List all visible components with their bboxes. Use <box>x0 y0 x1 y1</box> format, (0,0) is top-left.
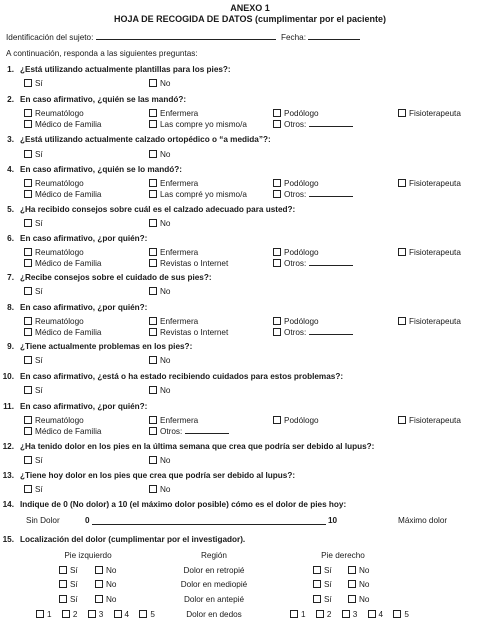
right-retropie-yes[interactable]: Sí <box>313 566 332 576</box>
region-antepie: Dolor en antepié <box>183 595 245 604</box>
right-toe-5[interactable]: 5 <box>393 610 409 619</box>
right-mediopie-yes[interactable]: Sí <box>313 580 332 590</box>
question-2: 2. En caso afirmativo, ¿quién se las mandó?: <box>7 95 187 104</box>
q7-no-option[interactable]: No <box>149 287 170 297</box>
q11-podologo-option[interactable]: Podólogo <box>273 416 319 426</box>
checkbox[interactable] <box>290 610 298 618</box>
q3-yes-option[interactable]: Sí <box>24 150 43 160</box>
q5-yes-option[interactable]: Sí <box>24 219 43 229</box>
q7-yes-option[interactable]: Sí <box>24 287 43 297</box>
checkbox[interactable] <box>24 219 32 227</box>
checkbox[interactable] <box>149 485 157 493</box>
checkbox[interactable] <box>273 120 281 128</box>
q9-yes-option[interactable]: Sí <box>24 356 43 366</box>
left-antepie-yes[interactable]: Sí <box>59 595 78 605</box>
q8-fisioterapeuta-option[interactable]: Fisioterapeuta <box>398 317 461 327</box>
left-antepie-no[interactable]: No <box>95 595 116 605</box>
date-field[interactable] <box>308 39 360 40</box>
annex-title: ANEXO 1 <box>230 3 270 13</box>
question-10: 10. En caso afirmativo, ¿está o ha estado recibiendo cuidados para estos problemas?: <box>2 372 344 381</box>
checkbox[interactable] <box>59 595 67 603</box>
checkbox[interactable] <box>398 416 406 424</box>
q4-podologo-option[interactable]: Podólogo <box>273 179 319 189</box>
subject-id-row <box>6 33 360 43</box>
q4-enfermera-option[interactable]: Enfermera <box>149 179 198 189</box>
q2-enfermera-option[interactable]: Enfermera <box>149 109 198 119</box>
checkbox[interactable] <box>24 356 32 364</box>
checkbox[interactable] <box>149 219 157 227</box>
question-5: 5. ¿Ha recibido consejos sobre cuál es el calzado adecuado para usted?: <box>7 205 296 214</box>
right-toes <box>290 610 409 620</box>
checkbox[interactable] <box>149 179 157 187</box>
q4-otros-option[interactable]: Otros: <box>273 190 353 200</box>
scale-max-label: Máximo dolor <box>398 516 448 525</box>
checkbox[interactable] <box>149 109 157 117</box>
checkbox[interactable] <box>149 120 157 128</box>
left-toe-2[interactable]: 2 <box>62 610 78 619</box>
checkbox[interactable] <box>114 610 122 618</box>
question-7: 7. ¿Recibe consejos sobre el cuidado de sus pies?: <box>7 273 212 282</box>
question-1: 1. ¿Está utilizando actualmente plantillas para los pies?: <box>7 65 231 74</box>
q6-reumatologo-option[interactable]: Reumatólogo <box>24 248 84 258</box>
q6-otros-option[interactable]: Otros: <box>273 259 353 269</box>
question-6: 6. En caso afirmativo, ¿por quién?: <box>7 234 148 243</box>
checkbox[interactable] <box>95 580 103 588</box>
q4-fisioterapeuta-option[interactable]: Fisioterapeuta <box>398 179 461 189</box>
checkbox[interactable] <box>149 356 157 364</box>
subject-id-field[interactable] <box>96 39 276 40</box>
q11-medico-option[interactable]: Médico de Familia <box>24 427 101 437</box>
checkbox[interactable] <box>36 610 44 618</box>
q8-enfermera-option[interactable]: Enfermera <box>149 317 198 327</box>
checkbox[interactable] <box>95 566 103 574</box>
q8-otros-field[interactable] <box>309 334 353 335</box>
checkbox[interactable] <box>59 580 67 588</box>
q5-no-option[interactable]: No <box>149 219 170 229</box>
q2-podologo-option[interactable]: Podólogo <box>273 109 319 119</box>
checkbox[interactable] <box>24 427 32 435</box>
checkbox[interactable] <box>149 317 157 325</box>
intro-text: A continuación, responda a las siguientes preguntas: <box>6 49 198 58</box>
checkbox[interactable] <box>273 328 281 336</box>
q1-no-option[interactable]: No <box>149 79 170 89</box>
right-retropie-no[interactable]: No <box>348 566 369 576</box>
checkbox[interactable] <box>149 190 157 198</box>
question-3: 3. ¿Está utilizando actualmente calzado ortopédico o “a medida”?: <box>7 135 271 144</box>
checkbox[interactable] <box>348 595 356 603</box>
q6-fisioterapeuta-option[interactable]: Fisioterapeuta <box>398 248 461 258</box>
checkbox[interactable] <box>24 190 32 198</box>
left-mediopie-yes[interactable]: Sí <box>59 580 78 590</box>
checkbox[interactable] <box>149 456 157 464</box>
checkbox[interactable] <box>149 150 157 158</box>
checkbox[interactable] <box>149 248 157 256</box>
right-toe-1[interactable]: 1 <box>290 610 306 619</box>
q8-otros-option[interactable]: Otros: <box>273 328 353 338</box>
q6-revistas-option[interactable]: Revistas o Internet <box>149 259 228 269</box>
checkbox[interactable] <box>273 190 281 198</box>
checkbox[interactable] <box>149 259 157 267</box>
right-toe-3[interactable]: 3 <box>342 610 358 619</box>
checkbox[interactable] <box>24 248 32 256</box>
question-13: 13. ¿Tiene hoy dolor en los pies que crea que podría ser debido al lupus?: <box>2 471 296 480</box>
subject-id-label: Identificación del sujeto: <box>6 33 94 42</box>
left-retropie-no[interactable]: No <box>95 566 116 576</box>
checkbox[interactable] <box>149 328 157 336</box>
checkbox[interactable] <box>398 317 406 325</box>
checkbox[interactable] <box>273 248 281 256</box>
checkbox[interactable] <box>313 566 321 574</box>
checkbox[interactable] <box>342 610 350 618</box>
q10-yes-option[interactable]: Sí <box>24 386 43 396</box>
checkbox[interactable] <box>24 485 32 493</box>
left-toes <box>36 610 155 620</box>
checkbox[interactable] <box>368 610 376 618</box>
col-left-foot: Pie izquierdo <box>64 551 112 560</box>
q4-self-option[interactable]: Las compré yo mismo/a <box>149 190 247 200</box>
q4-reumatologo-option[interactable]: Reumatólogo <box>24 179 84 189</box>
checkbox[interactable] <box>24 120 32 128</box>
question-15: 15. Localización del dolor (cumplimentar por el investigador). <box>2 535 246 544</box>
q6-otros-field[interactable] <box>309 265 353 266</box>
checkbox[interactable] <box>88 610 96 618</box>
q11-otros-option[interactable]: Otros: <box>149 427 229 437</box>
checkbox[interactable] <box>149 79 157 87</box>
q12-yes-option[interactable]: Sí <box>24 456 43 466</box>
col-region: Región <box>201 551 227 560</box>
checkbox[interactable] <box>313 595 321 603</box>
checkbox[interactable] <box>273 259 281 267</box>
q2-self-option[interactable]: Las compre yo mismo/a <box>149 120 247 130</box>
right-toe-4[interactable]: 4 <box>368 610 384 619</box>
col-right-foot: Pie derecho <box>321 551 365 560</box>
q11-fisioterapeuta-option[interactable]: Fisioterapeuta <box>398 416 461 426</box>
q2-medico-option[interactable]: Médico de Familia <box>24 120 101 130</box>
left-toe-5[interactable]: 5 <box>139 610 155 619</box>
checkbox[interactable] <box>24 386 32 394</box>
q12-no-option[interactable]: No <box>149 456 170 466</box>
date-label: Fecha: <box>280 33 306 42</box>
left-toe-4[interactable]: 4 <box>114 610 130 619</box>
checkbox[interactable] <box>398 109 406 117</box>
checkbox[interactable] <box>149 427 157 435</box>
checkbox[interactable] <box>398 248 406 256</box>
right-mediopie-no[interactable]: No <box>348 580 369 590</box>
left-toe-1[interactable]: 1 <box>36 610 52 619</box>
checkbox[interactable] <box>273 317 281 325</box>
checkbox[interactable] <box>24 150 32 158</box>
checkbox[interactable] <box>24 79 32 87</box>
scale-min-label: Sin Dolor <box>26 516 60 525</box>
q2-otros-option[interactable]: Otros: <box>273 120 353 130</box>
left-toe-3[interactable]: 3 <box>88 610 104 619</box>
question-4: 4. En caso afirmativo, ¿quién se lo mandó?: <box>7 165 182 174</box>
region-dedos: Dolor en dedos <box>186 610 242 619</box>
form-title: HOJA DE RECOGIDA DE DATOS (cumplimentar por el paciente) <box>113 14 387 24</box>
checkbox[interactable] <box>24 259 32 267</box>
q1-yes-option[interactable]: Sí <box>24 79 43 89</box>
checkbox[interactable] <box>24 328 32 336</box>
checkbox[interactable] <box>62 610 70 618</box>
checkbox[interactable] <box>316 610 324 618</box>
q8-medico-option[interactable]: Médico de Familia <box>24 328 101 338</box>
checkbox[interactable] <box>273 416 281 424</box>
q11-reumatologo-option[interactable]: Reumatólogo <box>24 416 84 426</box>
q13-no-option[interactable]: No <box>149 485 170 495</box>
right-toe-2[interactable]: 2 <box>316 610 332 619</box>
checkbox[interactable] <box>24 416 32 424</box>
checkbox[interactable] <box>393 610 401 618</box>
q13-yes-option[interactable]: Sí <box>24 485 43 495</box>
scale-zero: 0 <box>85 516 90 525</box>
q8-podologo-option[interactable]: Podólogo <box>273 317 319 327</box>
q6-medico-option[interactable]: Médico de Familia <box>24 259 101 269</box>
q8-revistas-option[interactable]: Revistas o Internet <box>149 328 228 338</box>
left-mediopie-no[interactable]: No <box>95 580 116 590</box>
checkbox[interactable] <box>149 287 157 295</box>
question-14: 14. Indique de 0 (No dolor) a 10 (el máximo dolor posible) cómo es el dolor de pies hoy: <box>2 500 347 509</box>
checkbox[interactable] <box>149 386 157 394</box>
pain-scale-line[interactable] <box>92 524 326 525</box>
checkbox[interactable] <box>59 566 67 574</box>
q2-reumatologo-option[interactable]: Reumatólogo <box>24 109 84 119</box>
checkbox[interactable] <box>24 109 32 117</box>
scale-ten: 10 <box>328 516 338 525</box>
checkbox[interactable] <box>348 566 356 574</box>
q2-otros-field[interactable] <box>309 126 353 127</box>
question-11: 11. En caso afirmativo, ¿por quién?: <box>3 402 148 411</box>
right-antepie-yes[interactable]: Sí <box>313 595 332 605</box>
q3-no-option[interactable]: No <box>149 150 170 160</box>
checkbox[interactable] <box>24 456 32 464</box>
q9-no-option[interactable]: No <box>149 356 170 366</box>
checkbox[interactable] <box>313 580 321 588</box>
checkbox[interactable] <box>273 109 281 117</box>
checkbox[interactable] <box>24 179 32 187</box>
region-retropie: Dolor en retropié <box>183 566 245 575</box>
q6-enfermera-option[interactable]: Enfermera <box>149 248 198 258</box>
right-antepie-no[interactable]: No <box>348 595 369 605</box>
checkbox[interactable] <box>24 317 32 325</box>
q4-otros-field[interactable] <box>309 196 353 197</box>
question-8: 8. En caso afirmativo, ¿por quién?: <box>7 303 148 312</box>
checkbox[interactable] <box>348 580 356 588</box>
checkbox[interactable] <box>398 179 406 187</box>
checkbox[interactable] <box>273 179 281 187</box>
checkbox[interactable] <box>139 610 147 618</box>
q4-medico-option[interactable]: Médico de Familia <box>24 190 101 200</box>
q10-no-option[interactable]: No <box>149 386 170 396</box>
q11-enfermera-option[interactable]: Enfermera <box>149 416 198 426</box>
checkbox[interactable] <box>149 416 157 424</box>
q2-fisioterapeuta-option[interactable]: Fisioterapeuta <box>398 109 461 119</box>
checkbox[interactable] <box>95 595 103 603</box>
q6-podologo-option[interactable]: Podólogo <box>273 248 319 258</box>
q11-otros-field[interactable] <box>185 433 229 434</box>
checkbox[interactable] <box>24 287 32 295</box>
q8-reumatologo-option[interactable]: Reumatólogo <box>24 317 84 327</box>
question-9: 9. ¿Tiene actualmente problemas en los pies?: <box>7 342 193 351</box>
region-mediopie: Dolor en mediopié <box>180 580 248 589</box>
question-12: 12. ¿Ha tenido dolor en los pies en la última semana que crea que podría ser debido al lupus?: <box>2 442 375 451</box>
left-retropie-yes[interactable]: Sí <box>59 566 78 576</box>
